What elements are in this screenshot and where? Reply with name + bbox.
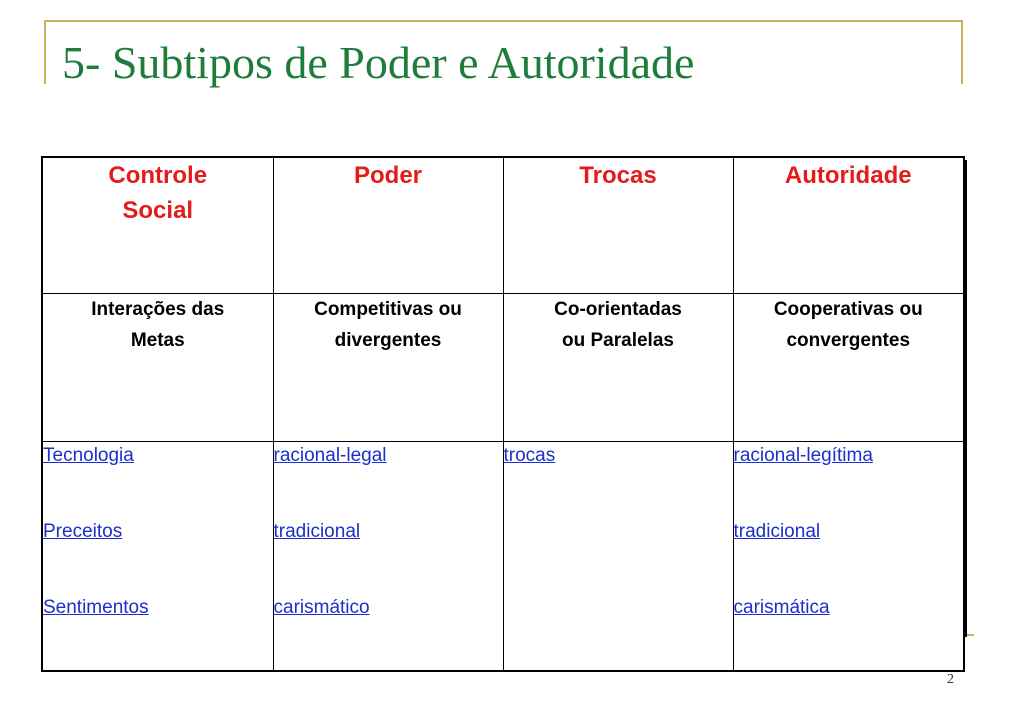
header-cell-controle-social xyxy=(42,157,273,293)
link-carismatica[interactable]: carismática xyxy=(733,596,830,618)
header-line: Social xyxy=(122,197,194,224)
link-tradicional-autoridade[interactable]: tradicional xyxy=(733,520,821,542)
goals-line: convergentes xyxy=(786,329,911,351)
goals-line: divergentes xyxy=(334,329,442,351)
link-tecnologia[interactable]: Tecnologia xyxy=(43,444,134,466)
header-line: Autoridade xyxy=(784,162,912,189)
goals-line: Metas xyxy=(130,329,185,351)
header-line: Trocas xyxy=(579,162,657,189)
goals-line: Interações das xyxy=(91,298,225,320)
goals-row xyxy=(42,293,964,441)
header-row xyxy=(42,157,964,293)
link-preceitos[interactable]: Preceitos xyxy=(43,520,123,542)
goals-line: Cooperativas ou xyxy=(773,298,923,320)
link-carismatico[interactable]: carismático xyxy=(273,596,370,618)
link-sentimentos[interactable]: Sentimentos xyxy=(43,596,149,618)
goals-line: Competitivas ou xyxy=(314,298,462,320)
slide-title: 5- Subtipos de Poder e Autoridade xyxy=(62,37,695,88)
link-racional-legitima[interactable]: racional-legítima xyxy=(733,444,873,466)
header-cell-poder xyxy=(273,157,503,293)
header-line: Poder xyxy=(353,162,422,189)
goals-cell-trocas xyxy=(503,293,733,441)
header-cell-autoridade xyxy=(733,157,964,293)
header-line: Controle xyxy=(108,162,208,189)
goals-cell-autoridade xyxy=(733,293,964,441)
frame-right-line xyxy=(961,20,963,84)
link-tradicional-poder[interactable]: tradicional xyxy=(273,520,361,542)
page-number: 2 xyxy=(947,672,954,687)
goals-line: ou Paralelas xyxy=(562,329,674,351)
frame-top-line xyxy=(44,20,963,22)
links-row xyxy=(42,441,964,671)
frame-left-line xyxy=(44,20,46,84)
link-racional-legal[interactable]: racional-legal xyxy=(273,444,387,466)
links-cell-poder xyxy=(273,441,503,671)
goals-line: Co-orientadas xyxy=(554,298,682,320)
power-authority-table xyxy=(41,156,965,672)
links-cell-controle-social xyxy=(42,441,273,671)
goals-cell-poder xyxy=(273,293,503,441)
header-cell-trocas xyxy=(503,157,733,293)
links-cell-autoridade xyxy=(733,441,964,671)
goals-cell-label xyxy=(42,293,273,441)
link-trocas[interactable]: trocas xyxy=(503,444,556,466)
links-cell-trocas xyxy=(503,441,733,671)
